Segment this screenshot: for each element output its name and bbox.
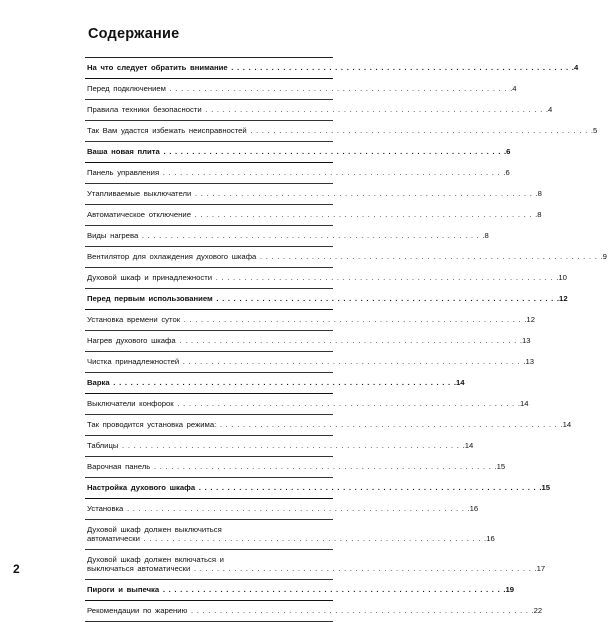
toc-entry-text: Так Вам удастся избежать неисправностей [87,126,247,135]
toc-entry-text: Автоматическое отключение [87,210,191,219]
toc-page-number: 5 [593,126,598,135]
toc-page-number: 14 [464,441,474,450]
toc-entry-text: Пироги и выпечка [87,585,160,594]
toc-entry-row[interactable] [85,184,542,205]
toc-entry-text-continued: выключаться автоматически [87,564,191,573]
toc-section-row[interactable] [85,373,465,394]
toc-leader-dots: . . . . . . . . . . . . . . . . . . . . . . . . . . . . . . . . . . . . . . . . . . . . . . . . . . . . . . . . . . . . [187,606,534,615]
toc-leader-dots: . . . . . . . . . . . . . . . . . . . . . . . . . . . . . . . . . . . . . . . . . . . . . . . . . . . . . . . . . . . . [179,357,526,366]
toc-entry-text: Варочная панель [87,462,151,471]
toc-leader-dots: . . . . . . . . . . . . . . . . . . . . . . . . . . . . . . . . . . . . . . . . . . . . . . . . . . . . . . . . . . . . [180,315,527,324]
toc-leader-dots: . . . . . . . . . . . . . . . . . . . . . . . . . . . . . . . . . . . . . . . . . . . . . . . . . . . . . . . . . . . . [256,252,603,261]
toc-leader-dots: . . . . . . . . . . . . . . . . . . . . . . . . . . . . . . . . . . . . . . . . . . . . . . . . . . . . . . . . . . . . [118,441,465,450]
toc-leader-dots: . . . . . . . . . . . . . . . . . . . . . . . . . . . . . . . . . . . . . . . . . . . . . . . . . . . . . . . . . . . . [138,231,485,240]
toc-entry-row[interactable] [85,457,506,478]
toc-entry-text: Утапливаемые выключатели [87,189,192,198]
toc-leader-dots: . . . . . . . . . . . . . . . . . . . . . . . . . . . . . . . . . . . . . . . . . . . . . . . . . . . . . . . . . . . . [159,168,506,177]
toc-entry-row[interactable] [85,205,542,226]
toc-entry-text: Виды нагрева [87,231,139,240]
toc-entry-text: Ваша новая плита [87,147,160,156]
toc-page-number: 14 [519,399,529,408]
toc-leader-dots: . . . . . . . . . . . . . . . . . . . . . . . . . . . . . . . . . . . . . . . . . . . . . . . . . . . . . . . . . . . . [227,63,574,72]
toc-entry-text: Чистка принадлежностей [87,357,180,366]
toc-entry-row[interactable] [85,601,543,622]
toc-leader-dots: . . . . . . . . . . . . . . . . . . . . . . . . . . . . . . . . . . . . . . . . . . . . . . . . . . . . . . . . . . . . [165,84,513,93]
toc-page-number: 8 [537,189,542,198]
toc-entry-text: Перед первым использованием [87,294,213,303]
toc-section-row[interactable] [85,142,511,163]
toc-leader-dots: . . . . . . . . . . . . . . . . . . . . . . . . . . . . . . . . . . . . . . . . . . . . . . . . . . . . . . . . . . . . [175,336,522,345]
toc-entry-text: Панель управления [87,168,160,177]
toc-page-number: 4 [547,105,553,114]
toc-entry-text: Вентилятор для охлаждения духового шкафа [87,252,257,261]
toc-entry-row[interactable] [85,415,572,436]
toc-page-number: 19 [505,585,515,594]
toc-page-number: 10 [558,273,567,282]
page-number: 2 [13,562,20,576]
toc-leader-dots: . . . . . . . . . . . . . . . . . . . . . . . . . . . . . . . . . . . . . . . . . . . . . . . . . . . . . . . . . . . . [246,126,594,135]
toc-entry-row[interactable] [85,121,598,142]
toc-entry-text: Установка времени суток [87,315,181,324]
toc-leader-dots: . . . . . . . . . . . . . . . . . . . . . . . . . . . . . . . . . . . . . . . . . . . . . . . . . . . . . . . . . . . . [190,564,537,573]
toc-section-row[interactable] [85,580,515,601]
toc-page-number: 13 [525,357,535,366]
toc-entry-text: Рекомендации по жарению [87,606,188,615]
toc-entry-text: Правила техники безопасности [87,105,202,114]
toc-leader-dots: . . . . . . . . . . . . . . . . . . . . . . . . . . . . . . . . . . . . . . . . . . . . . . . . . . . . . . . . . . . . [173,399,520,408]
toc-page-number: 12 [526,315,535,324]
toc-leader-dots: . . . . . . . . . . . . . . . . . . . . . . . . . . . . . . . . . . . . . . . . . . . . . . . . . . . . . . . . . . . . [216,420,563,429]
toc-entry-text: Варка [87,378,110,387]
toc-entry-row[interactable] [85,100,553,121]
toc-page-number: 9 [602,252,607,261]
toc-entry-text: Настройка духового шкафа [87,483,196,492]
toc-leader-dots: . . . . . . . . . . . . . . . . . . . . . . . . . . . . . . . . . . . . . . . . . . . . . . . . . . . . . . . . . . . . [150,462,497,471]
toc-entry-text: Установка [87,504,124,513]
toc-page-number: 15 [541,483,551,492]
toc-leader-dots: . . . . . . . . . . . . . . . . . . . . . . . . . . . . . . . . . . . . . . . . . . . . . . . . . . . . . . . . . . . . [201,105,548,114]
toc-entry-row[interactable] [85,331,531,352]
toc-leader-dots: . . . . . . . . . . . . . . . . . . . . . . . . . . . . . . . . . . . . . . . . . . . . . . . . . . . . . . . . . . . . [212,294,560,303]
toc-page-number: 16 [469,504,479,513]
toc-entry-row[interactable] [85,550,546,580]
toc-entry-text: Так проводится установка режима: [87,420,217,429]
toc-leader-dots: . . . . . . . . . . . . . . . . . . . . . . . . . . . . . . . . . . . . . . . . . . . . . . . . . . . . . . . . . . . . [159,147,507,156]
toc-page-number: 22 [533,606,543,615]
toc-entry-row[interactable] [85,79,517,100]
toc-entry-row[interactable] [85,247,607,268]
toc-page-number: 15 [496,462,506,471]
toc-entry-text: Духовой шкаф должен включаться и [87,555,224,564]
toc-section-row[interactable] [85,289,568,310]
toc-page-number: 14 [562,420,572,429]
toc-section-row[interactable] [85,58,579,79]
toc-entry-row[interactable] [85,520,495,550]
toc-page-number: 13 [521,336,531,345]
toc-entry-text: Духовой шкаф должен выключиться [87,525,222,534]
toc-leader-dots: . . . . . . . . . . . . . . . . . . . . . . . . . . . . . . . . . . . . . . . . . . . . . . . . . . . . . . . . . . . . [191,189,538,198]
toc-entry-text: На что следует обратить внимание [87,63,228,72]
toc-leader-dots: . . . . . . . . . . . . . . . . . . . . . . . . . . . . . . . . . . . . . . . . . . . . . . . . . . . . . . . . . . . . [139,534,487,543]
toc-entry-row[interactable] [85,310,535,331]
toc-entry-text: Нагрев духового шкафа [87,336,176,345]
toc-leader-dots: . . . . . . . . . . . . . . . . . . . . . . . . . . . . . . . . . . . . . . . . . . . . . . . . . . . . . . . . . . . . [190,210,538,219]
toc-page-number: 12 [559,294,568,303]
toc-page-number: 14 [455,378,465,387]
toc-leader-dots: . . . . . . . . . . . . . . . . . . . . . . . . . . . . . . . . . . . . . . . . . . . . . . . . . . . . . . . . . . . . [109,378,456,387]
toc-page-number: 4 [573,63,579,72]
page-title: Содержание [88,26,180,42]
toc-section-row[interactable] [85,478,551,499]
toc-entry-text: Выключатели конфорок [87,399,174,408]
toc-entry-row[interactable] [85,436,474,457]
toc-leader-dots: . . . . . . . . . . . . . . . . . . . . . . . . . . . . . . . . . . . . . . . . . . . . . . . . . . . . . . . . . . . . [123,504,470,513]
toc-page-number: 8 [537,210,542,219]
table-of-contents [85,57,607,622]
toc-entry-row[interactable] [85,163,510,184]
toc-page-number: 8 [484,231,489,240]
toc-entry-row[interactable] [85,268,567,289]
toc-entry-row[interactable] [85,499,479,520]
toc-entry-text-continued: автоматически [87,534,140,543]
toc-page-number: 4 [512,84,517,93]
toc-entry-row[interactable] [85,226,489,247]
toc-leader-dots: . . . . . . . . . . . . . . . . . . . . . . . . . . . . . . . . . . . . . . . . . . . . . . . . . . . . . . . . . . . . [212,273,559,282]
toc-page-number: 6 [506,147,511,156]
toc-entry-text: Духовой шкаф и принадлежности [87,273,213,282]
toc-page-number: 6 [505,168,510,177]
toc-leader-dots: . . . . . . . . . . . . . . . . . . . . . . . . . . . . . . . . . . . . . . . . . . . . . . . . . . . . . . . . . . . . [195,483,542,492]
toc-page-number: 17 [536,564,546,573]
toc-entry-text: Таблицы [87,441,119,450]
toc-entry-row[interactable] [85,394,529,415]
toc-page-number: 16 [486,534,495,543]
toc-leader-dots: . . . . . . . . . . . . . . . . . . . . . . . . . . . . . . . . . . . . . . . . . . . . . . . . . . . . . . . . . . . . [159,585,506,594]
toc-entry-row[interactable] [85,352,535,373]
toc-entry-text: Перед подключением [87,84,166,93]
